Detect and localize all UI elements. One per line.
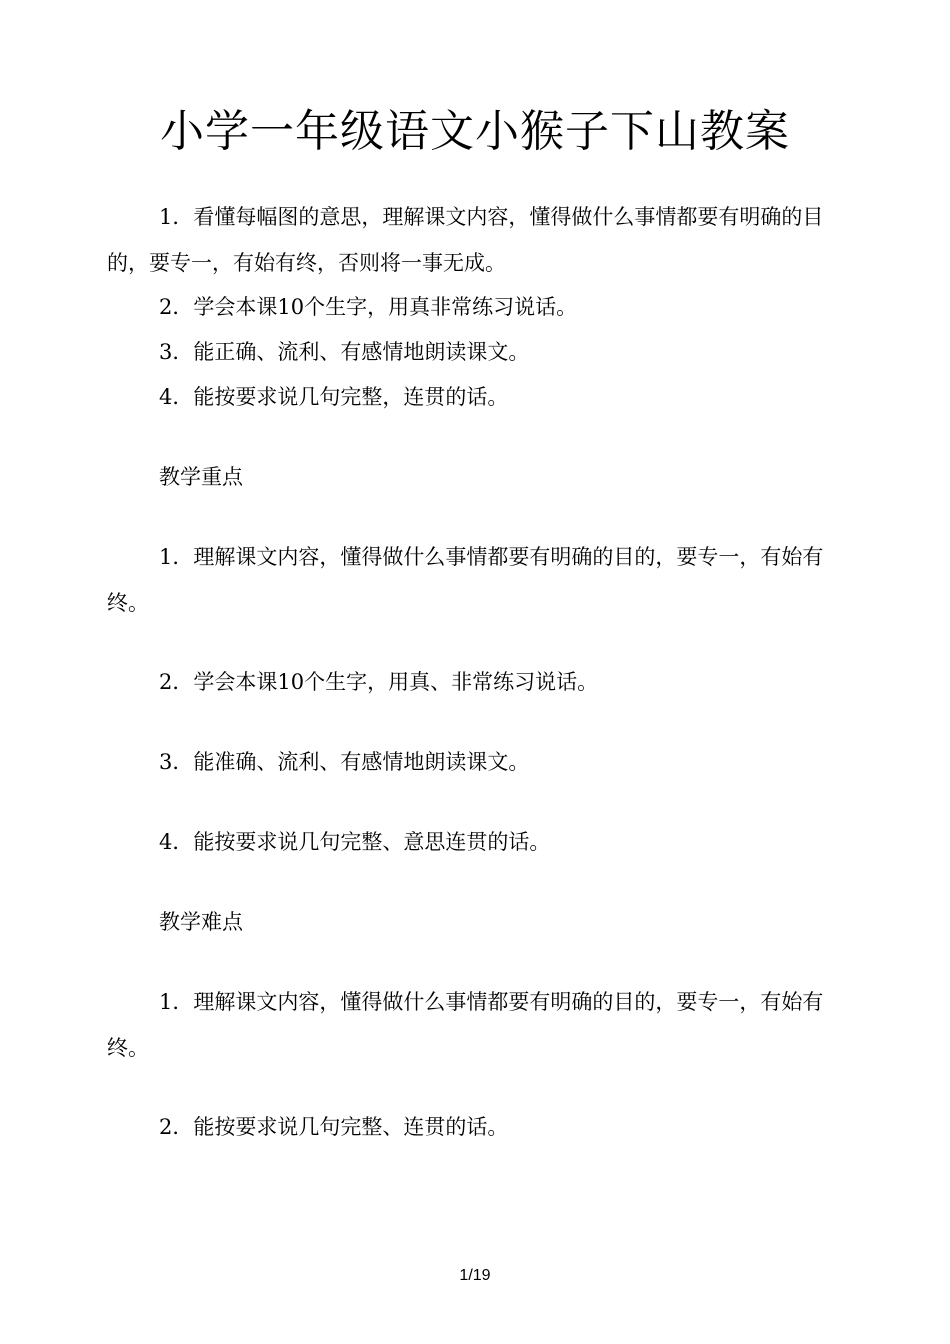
objective-1: 1．看懂每幅图的意思，理解课文内容，懂得做什么事情都要有明确的目的，要专一，有始有终，否则将一事无成。 xyxy=(107,205,824,275)
key-point-1: 1．理解课文内容，懂得做什么事情都要有明确的目的，要专一，有始有终。 xyxy=(107,545,824,615)
objective-3: 3．能正确、流利、有感情地朗读课文。 xyxy=(159,340,530,364)
difficulties-heading: 教学难点 xyxy=(159,910,243,934)
objective-4: 4．能按要求说几句完整，连贯的话。 xyxy=(159,385,509,409)
objective-2: 2．学会本课10个生字，用真非常练习说话。 xyxy=(159,295,578,319)
document-title: 小学一年级语文小猴子下山教案 xyxy=(160,106,790,157)
page-number: 1/19 xyxy=(459,1267,491,1284)
difficulty-2: 2．能按要求说几句完整、连贯的话。 xyxy=(159,1115,509,1139)
key-point-2: 2．学会本课10个生字，用真、非常练习说话。 xyxy=(159,670,599,694)
difficulty-1: 1．理解课文内容，懂得做什么事情都要有明确的目的，要专一，有始有终。 xyxy=(107,990,824,1060)
key-point-4: 4．能按要求说几句完整、意思连贯的话。 xyxy=(159,830,551,854)
key-point-3: 3．能准确、流利、有感情地朗读课文。 xyxy=(159,750,530,774)
key-points-heading: 教学重点 xyxy=(159,465,243,489)
